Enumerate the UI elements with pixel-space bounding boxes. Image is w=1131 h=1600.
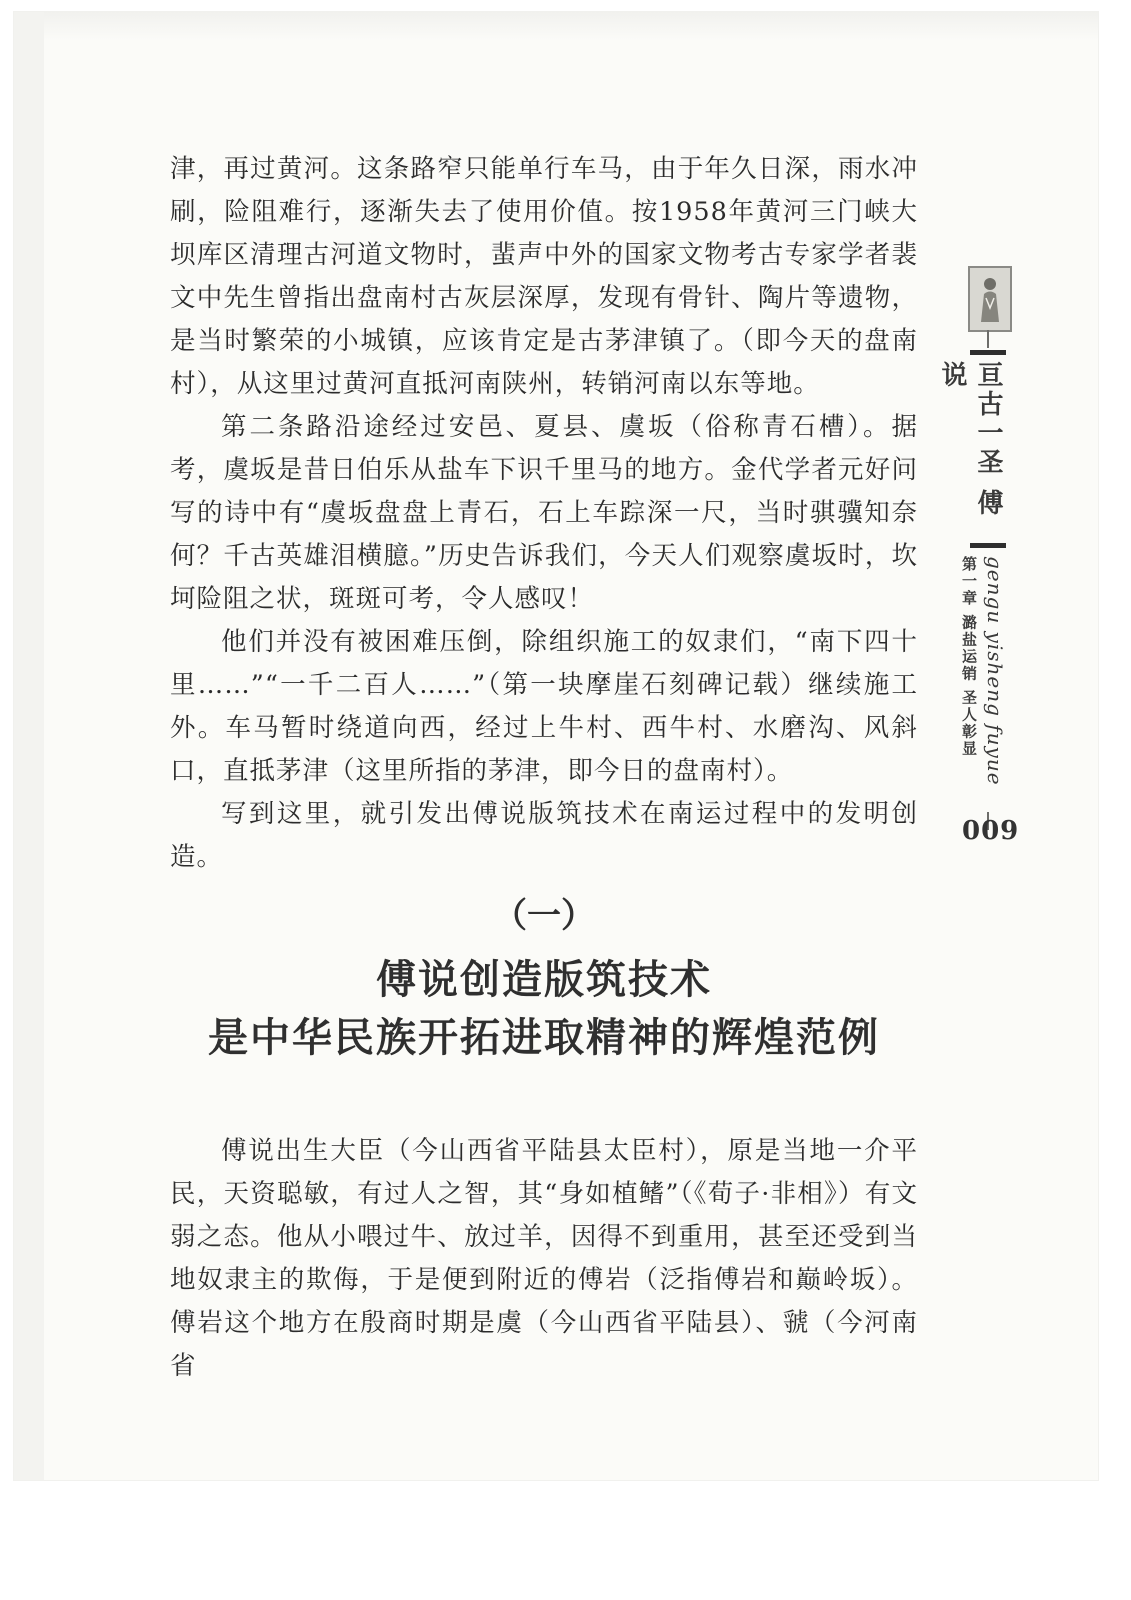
section-number: （一） xyxy=(493,896,595,936)
page-number: 009 xyxy=(962,816,1020,846)
book-title: 亘古一圣 傅说 xyxy=(970,350,1006,548)
body-text-top xyxy=(170,148,918,879)
book-title-pinyin: gengu yisheng fuyue xyxy=(983,556,1007,786)
paragraph-2: 第二条路沿途经过安邑、夏县、虞坂（俗称青石槽）。据考，虞坂是昔日伯乐从盐车下识千里马的地方。金代学者元好问写的诗中有“虞坂盘盘上青石，石上车踪深一尺，当时骐骥知奈何？千古英雄泪横臆。”历史告诉我们，今天人们观察虞坂时，坎坷险阻之状，斑斑可考，令人感叹！ xyxy=(170,412,918,614)
paragraph-5: 傅说出生大臣（今山西省平陆县太臣村），原是当地一介平民，天资聪敏，有过人之智，其“身如植鳍”（《荀子·非相》）有文弱之态。他从小喂过牛、放过羊，因得不到重用，甚至还受到当地奴隶主的欺侮，于是便到附近的傅岩（泛指傅岩和巅岭坂）。傅岩这个地方在殷商时期是虞（今山西省平陆县）、虢（今河南省 xyxy=(170,1136,918,1381)
portrait-icon xyxy=(968,266,1012,332)
chapter-block xyxy=(958,556,1018,806)
chapter-title: 第一章 潞盐运销 圣人彰显 xyxy=(960,556,978,758)
page-top-shade xyxy=(44,12,1098,40)
page-gutter-shadow xyxy=(14,12,44,1480)
sage-figure-icon xyxy=(977,274,1003,324)
paragraph-3: 他们并没有被困难压倒，除组织施工的奴隶们，“南下四十里……”“一千二百人……”（第一块摩崖石刻碑记载）继续施工外。车马暂时绕道向西，经过上牛村、西牛村、水磨沟、风斜口，直抵茅津（这里所指的茅津，即今日的盘南村）。 xyxy=(170,627,918,786)
paragraph-1: 津，再过黄河。这条路窄只能单行车马，由于年久日深，雨水冲刷，险阻难行，逐渐失去了使用价值。按1958年黄河三门峡大坝库区清理古河道文物时，蜚声中外的国家文物考古专家学者裴文中先生曾指出盘南村古灰层深厚，发现有骨针、陶片等遗物，是当时繁荣的小城镇，应该肯定是古茅津镇了。（即今天的盘南村），从这里过黄河直抵河南陕州，转销河南以东等地。 xyxy=(170,154,918,399)
header-rule-top xyxy=(987,330,989,348)
running-header xyxy=(937,266,1018,866)
body-text-bottom xyxy=(170,1130,918,1388)
section-title-line-2: 是中华民族开拓进取精神的辉煌范例 xyxy=(208,1014,880,1061)
paragraph-4: 写到这里，就引发出傅说版筑技术在南运过程中的发明创造。 xyxy=(170,799,918,872)
section-title-line-1: 傅说创造版筑技术 xyxy=(376,956,712,1003)
